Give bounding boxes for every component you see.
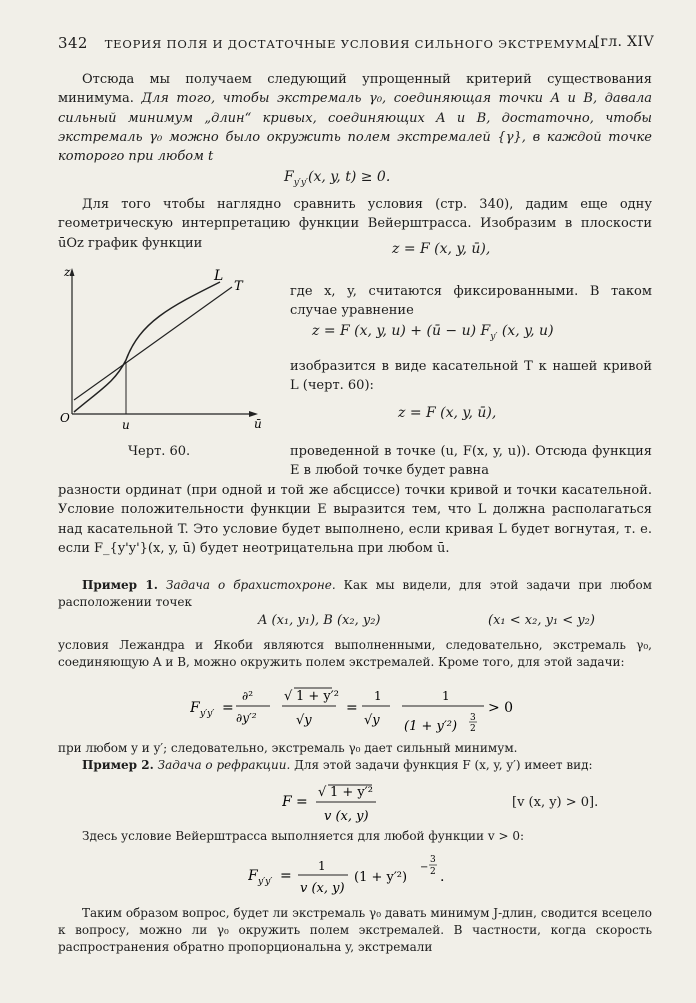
svg-text:y′y′: y′y′: [200, 709, 215, 719]
example2-condition: [v (x, y) > 0].: [512, 795, 599, 810]
svg-text:∂y′²: ∂y′²: [236, 711, 257, 725]
paragraph-geometric: Для того чтобы наглядно сравнить условия (стр. 340), дадим еще одну геометрическую интерпретацию функции Вейерштрасса. Изобразим в плоскости ūOz график функции: [58, 197, 652, 251]
example2-formula: [282, 782, 412, 826]
text-right-1: где x, y, считаются фиксированными. В таком случае уравнение: [290, 284, 652, 319]
text-right-3: проведенной в точке (u, F(x, y, u)). Отсюда функция E в любой точке будет равна: [290, 444, 652, 479]
figure-60: [60, 262, 270, 432]
formula-curve-2: z = F (x, y, ū),: [398, 405, 497, 421]
svg-text:y′y′: y′y′: [258, 877, 273, 887]
tangent-T: [74, 287, 232, 400]
label-origin: O: [60, 411, 70, 425]
label-ubar: ū: [254, 417, 262, 431]
running-header: [58, 34, 654, 52]
example2-text2: Здесь условие Вейерштрасса выполняется для любой функции v > 0:: [82, 829, 524, 843]
paragraph-concavity: разности ординат (при одной и той же абсциссе) точки кривой и точки касательной. Условие положительности функции E выразится тем, что L должна располагаться над касательной T. Это условие будет выполнено, если кривая L будет вогнутая, т. е. если F_{y'y'}(x, y, ū) будет неотрицательна при любом ū.: [58, 483, 652, 556]
svg-text:1 + y′²: 1 + y′²: [330, 785, 373, 800]
example1-title: Задача о брахистохроне.: [165, 578, 336, 592]
example2-head: Пример 2.: [82, 758, 154, 772]
svg-text:F: F: [282, 794, 292, 810]
svg-text:(1 + y′²): (1 + y′²): [354, 870, 408, 885]
example1-conclusion: при любом y и y′; следовательно, экстремаль γ₀ дает сильный минимум.: [58, 741, 518, 755]
example1-condition: (x₁ < x₂, y₁ < y₂): [488, 613, 595, 628]
svg-text:1: 1: [374, 689, 382, 703]
figure-caption: Черт. 60.: [128, 444, 191, 459]
svg-text:F: F: [248, 868, 258, 884]
page-number: 342: [58, 34, 88, 52]
criterion-text: Для того, чтобы экстремаль γ₀, соединяющая точки A и B, давала сильный минимум „длин“ кривых, соединяющих A и B, достаточно, чтобы экстремаль γ₀ можно было окружить полем экстремалей {γ}, в каждой точке которого при любом t: [58, 91, 652, 165]
example2-text: Для этой задачи функция F (x, y, y′) имеет вид:: [294, 758, 593, 772]
criterion-lead: Отсюда мы получаем следующий упрощенный критерий существования минимума.: [58, 72, 652, 107]
svg-text:−: −: [420, 862, 429, 873]
svg-text:2: 2: [430, 867, 436, 877]
chapter-label: [гл. XIV: [594, 34, 654, 50]
svg-text:√: √: [284, 689, 293, 704]
label-z: z: [64, 265, 71, 279]
example2-intro: [58, 757, 652, 774]
svg-text:1: 1: [318, 859, 326, 873]
formula-curve: z = F (x, y, ū),: [392, 241, 491, 257]
curve-L: [74, 282, 220, 412]
label-L: L: [214, 268, 224, 284]
svg-text:1: 1: [442, 689, 450, 703]
running-title: ТЕОРИЯ ПОЛЯ И ДОСТАТОЧНЫЕ УСЛОВИЯ СИЛЬНОГО ЭКСТРЕМУМА: [104, 37, 598, 51]
example1-intro: [58, 577, 652, 611]
formula-tangent: z = F (x, y, u) + (ū − u) $F_{y'}$ (x, y, u): [312, 323, 554, 342]
text-right-2: изобразится в виде касательной T к нашей кривой L (черт. 60):: [290, 359, 652, 394]
example2-title: Задача о рефракции.: [157, 758, 291, 772]
svg-text:2: 2: [470, 724, 476, 734]
svg-text:√y: √y: [364, 713, 380, 728]
formula-weierstrass-condition: $F_{y'y'}(x$, y, t) ≥ 0.: [284, 169, 391, 188]
example1-points: A (x₁, y₁), B (x₂, y₂): [258, 613, 381, 628]
svg-text:√: √: [318, 785, 327, 800]
svg-text:(1 + y′²): (1 + y′²): [404, 719, 458, 734]
svg-text:=: =: [280, 868, 292, 884]
svg-text:=: =: [346, 700, 358, 716]
svg-text:=: =: [296, 794, 308, 810]
svg-text:v (x, y): v (x, y): [300, 881, 345, 896]
svg-text:> 0: > 0: [488, 700, 514, 716]
svg-text:1 + y′²: 1 + y′²: [296, 689, 339, 704]
example2-formula2: [248, 850, 478, 898]
example1-text2: условия Лежандра и Якоби являются выполненными, следовательно, экстремаль γ₀, соединяющую A и B, можно окружить полем экстремалей. Кроме того, для этой задачи:: [58, 638, 652, 669]
svg-text:F: F: [190, 700, 200, 716]
label-u: u: [122, 418, 130, 432]
svg-text:√y: √y: [296, 713, 312, 728]
svg-text:∂²: ∂²: [242, 689, 254, 703]
svg-text:=: =: [222, 700, 234, 716]
example1-text: Как мы видели, для этой задачи при любом расположении точек: [58, 578, 652, 609]
example1-formula: [190, 682, 570, 738]
svg-text:3: 3: [430, 855, 436, 865]
label-T: T: [234, 279, 243, 294]
svg-text:3: 3: [470, 713, 476, 723]
paragraph-final: Таким образом вопрос, будет ли экстремаль γ₀ давать минимум J-длин, сводится всецело к вопросу, можно ли γ₀ окружить полем экстремалей. В частности, когда скорость распространения обратно пропорциональна y, экстремали: [58, 906, 652, 954]
svg-text:.: .: [440, 869, 445, 885]
svg-text:v (x, y): v (x, y): [324, 809, 369, 824]
paragraph-criterion: [58, 70, 652, 166]
example1-head: Пример 1.: [82, 578, 158, 592]
